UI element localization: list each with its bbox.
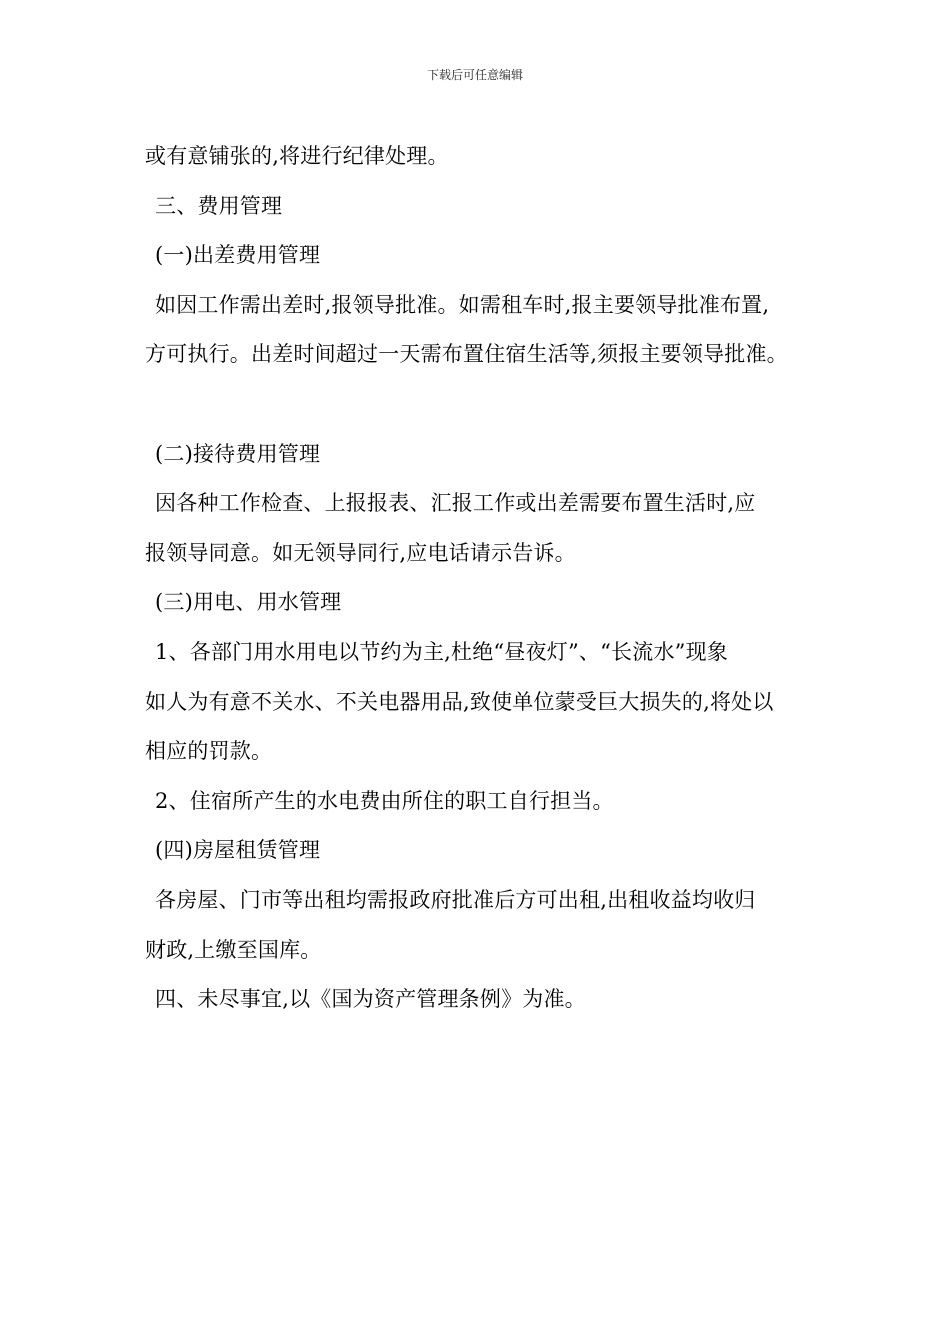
paragraph-line: 报领导同意。如无领导同行,应电话请示告诉。 — [145, 540, 576, 565]
document-body — [145, 132, 825, 1025]
paragraph-line: 2、住宿所产生的水电费由所住的职工自行担当。 — [155, 788, 614, 813]
section-heading: 三、费用管理 — [155, 193, 283, 218]
paragraph-line: 如因工作需出差时,报领导批准。如需租车时,报主要领导批准布置, — [155, 292, 770, 317]
paragraph-line: 各房屋、门市等出租均需报政府批准后方可出租,出租收益均收归 — [155, 887, 756, 912]
subsection-heading: (一)出差费用管理 — [155, 243, 321, 268]
subsection-heading: (二)接待费用管理 — [155, 441, 321, 466]
section-heading: 四、未尽事宜,以《国为资产管理条例》为准。 — [155, 987, 586, 1012]
paragraph-line: 相应的罚款。 — [145, 739, 273, 764]
paragraph-line: 财政,上缴至国库。 — [145, 937, 322, 962]
blank-line — [145, 380, 825, 430]
paragraph-line: 或有意铺张的,将进行纪律处理。 — [145, 144, 449, 168]
subsection-heading: (三)用电、用水管理 — [155, 590, 342, 615]
paragraph-line: 方可执行。出差时间超过一天需布置住宿生活等,须报主要领导批准。 — [145, 342, 788, 367]
paragraph-line: 1、各部门用水用电以节约为主,杜绝“昼夜灯”、“长流水”现象 — [155, 639, 728, 664]
paragraph-line: 如人为有意不关水、不关电器用品,致使单位蒙受巨大损失的,将处以 — [145, 689, 774, 714]
paragraph-line: 因各种工作检查、上报报表、汇报工作或出差需要布置生活时,应 — [155, 491, 756, 516]
subsection-heading: (四)房屋租赁管理 — [155, 838, 321, 863]
page-header: 下载后可任意编辑 — [426, 68, 523, 82]
